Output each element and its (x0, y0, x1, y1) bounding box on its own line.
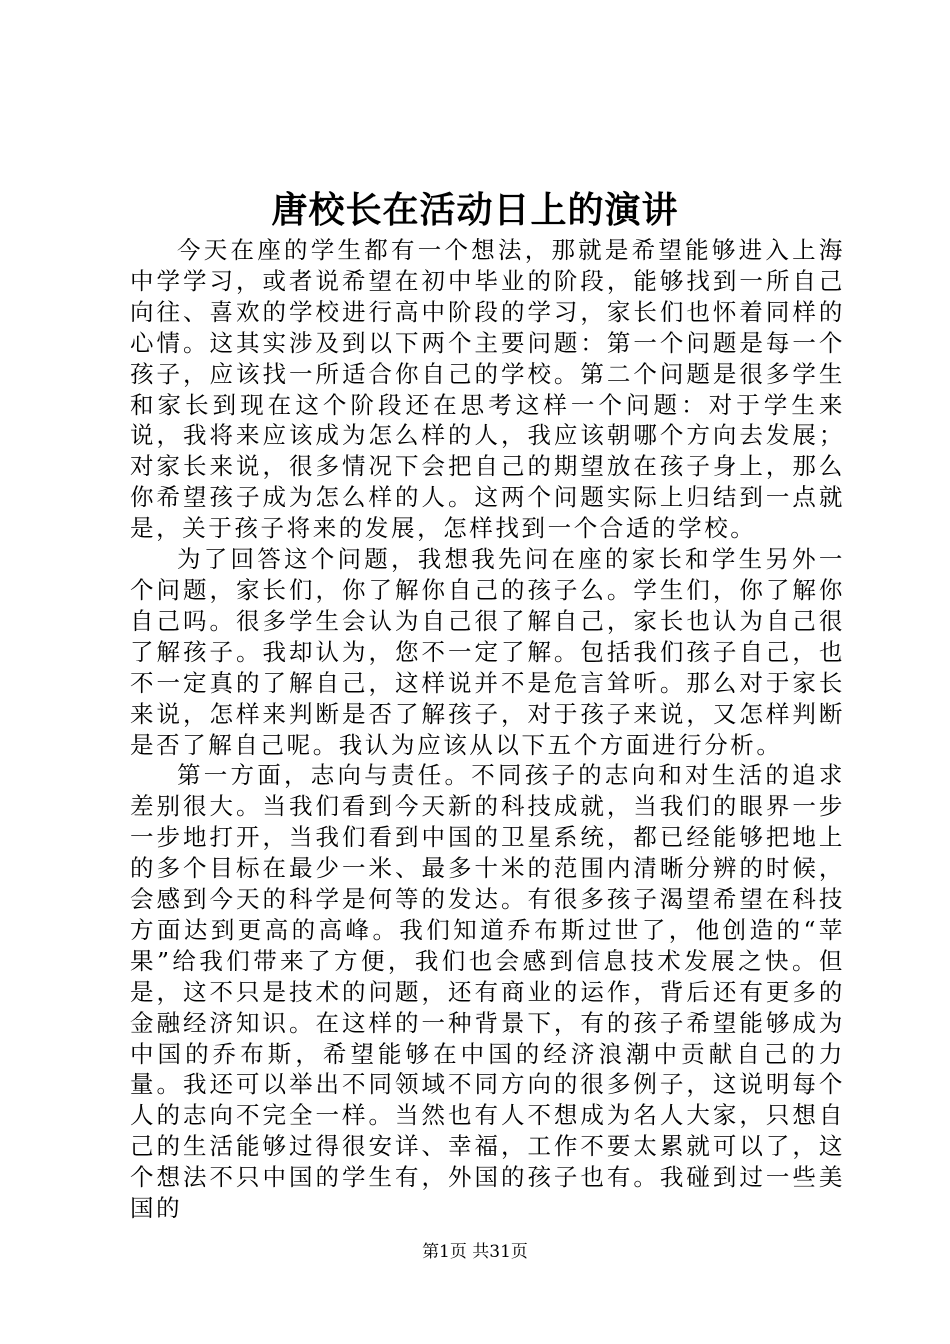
paragraph-2: 为了回答这个问题，我想我先问在座的家长和学生另外一个问题，家长们，你了解你自己的孩子么。学生们，你了解你自己吗。很多学生会认为自己很了解自己，家长也认为自己很了解孩子。我却认为，您不一定了解。包括我们孩子自己，也不一定真的了解自己，这样说并不是危言耸听。那么对于家长来说，怎样来判断是否了解孩子，对于孩子来说，又怎样判断是否了解自己呢。我认为应该从以下五个方面进行分析。 (130, 545, 845, 759)
paragraph-3: 第一方面，志向与责任。不同孩子的志向和对生活的追求差别很大。当我们看到今天新的科技成就，当我们的眼界一步一步地打开，当我们看到中国的卫星系统，都已经能够把地上的多个目标在最少一米、最多十米的范围内清晰分辨的时候，会感到今天的科学是何等的发达。有很多孩子渴望希望在科技方面达到更高的高峰。我们知道乔布斯过世了，他创造的“苹果”给我们带来了方便，我们也会感到信息技术发展之快。但是，这不只是技术的问题，还有商业的运作，背后还有更多的金融经济知识。在这样的一种背景下，有的孩子希望能够成为中国的乔布斯，希望能够在中国的经济浪潮中贡献自己的力量。我还可以举出不同领域不同方向的很多例子，这说明每个人的志向不完全一样。当然也有人不想成为名人大家，只想自己的生活能够过得很安详、幸福，工作不要太累就可以了，这个想法不只中国的学生有，外国的孩子也有。我碰到过一些美国的 (130, 761, 845, 1223)
page-footer: 第1页 共31页 (422, 1242, 528, 1262)
document-title: 唐校长在活动日上的演讲 (271, 189, 679, 231)
paragraph-1: 今天在座的学生都有一个想法，那就是希望能够进入上海中学学习，或者说希望在初中毕业的阶段，能够找到一所自己向往、喜欢的学校进行高中阶段的学习，家长们也怀着同样的心情。这其实涉及到以下两个主要问题：第一个问题是每一个孩子，应该找一所适合你自己的学校。第二个问题是很多学生和家长到现在这个阶段还在思考这样一个问题：对于学生来说，我将来应该成为怎么样的人，我应该朝哪个方向去发展；对家长来说，很多情况下会把自己的期望放在孩子身上，那么你希望孩子成为怎么样的人。这两个问题实际上归结到一点就是，关于孩子将来的发展，怎样找到一个合适的学校。 (130, 236, 845, 543)
document-body (130, 235, 845, 1224)
